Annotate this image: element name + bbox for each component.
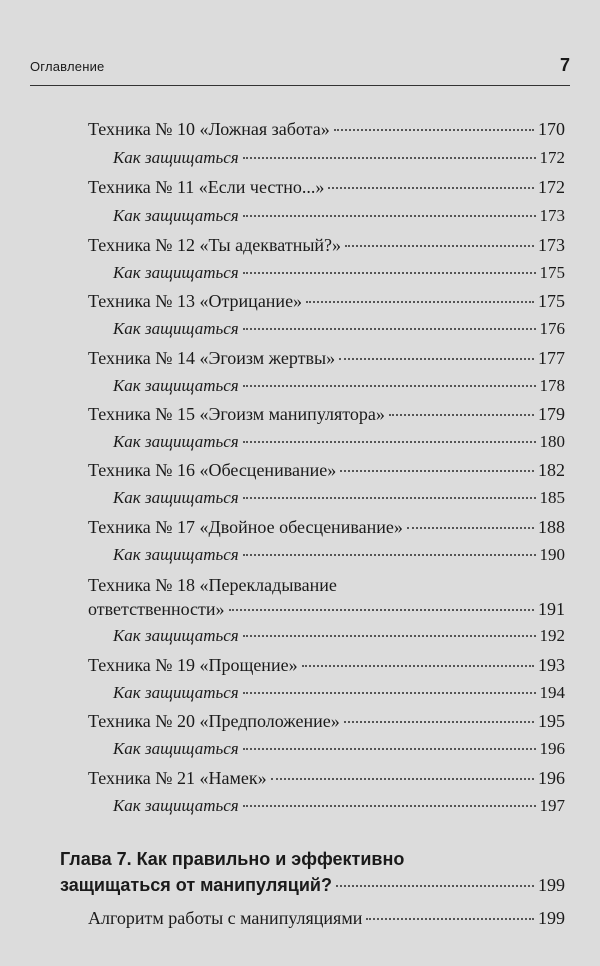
toc-entry-chapter-7[interactable]: Глава 7. Как правильно и эффективно защищаться от манипуляций? 199 (60, 849, 565, 895)
toc-entry-algorithm[interactable]: Алгоритм работы с манипуляциями 199 (88, 908, 565, 928)
toc-entry-technique-13[interactable]: Техника № 13 «Отрицание» 175 (88, 291, 565, 311)
toc-entry-technique-21[interactable]: Техника № 21 «Намек» 196 (88, 768, 565, 788)
toc-entry-defense-20[interactable]: Как защищаться 196 (113, 739, 565, 758)
toc-entry-defense-18[interactable]: Как защищаться 192 (113, 626, 565, 645)
toc-entry-technique-19[interactable]: Техника № 19 «Прощение» 193 (88, 655, 565, 675)
toc-entry-technique-11[interactable]: Техника № 11 «Если честно...» 172 (88, 177, 565, 197)
toc-entry-defense-21[interactable]: Как защищаться 197 (113, 796, 565, 815)
toc-entry-defense-14[interactable]: Как защищаться 178 (113, 376, 565, 395)
toc-entry-defense-19[interactable]: Как защищаться 194 (113, 683, 565, 702)
toc-entry-defense-16[interactable]: Как защищаться 185 (113, 488, 565, 507)
toc-entry-technique-16[interactable]: Техника № 16 «Обесценивание» 182 (88, 460, 565, 480)
toc-entry-technique-10[interactable]: Техника № 10 «Ложная забота» 170 (88, 119, 565, 139)
toc-entry-defense-15[interactable]: Как защищаться 180 (113, 432, 565, 451)
toc-entry-defense-10[interactable]: Как защищаться 172 (113, 148, 565, 167)
toc-entry-technique-20[interactable]: Техника № 20 «Предположение» 195 (88, 711, 565, 731)
toc-entry-defense-13[interactable]: Как защищаться 176 (113, 319, 565, 338)
toc-entry-technique-15[interactable]: Техника № 15 «Эгоизм манипулятора» 179 (88, 404, 565, 424)
toc-entry-technique-18[interactable]: Техника № 18 «Перекладывание ответственности» 191 (88, 575, 565, 619)
toc-entry-technique-12[interactable]: Техника № 12 «Ты адекватный?» 173 (88, 235, 565, 255)
header-title: Оглавление (30, 59, 105, 74)
page-number: 7 (559, 55, 570, 75)
toc-entry-technique-14[interactable]: Техника № 14 «Эгоизм жертвы» 177 (88, 348, 565, 368)
toc-entry-defense-11[interactable]: Как защищаться 173 (113, 206, 565, 225)
toc-entry-defense-12[interactable]: Как защищаться 175 (113, 263, 565, 282)
toc-entry-defense-17[interactable]: Как защищаться 190 (113, 545, 565, 564)
toc-entry-technique-17[interactable]: Техника № 17 «Двойное обесценивание» 188 (88, 517, 565, 537)
